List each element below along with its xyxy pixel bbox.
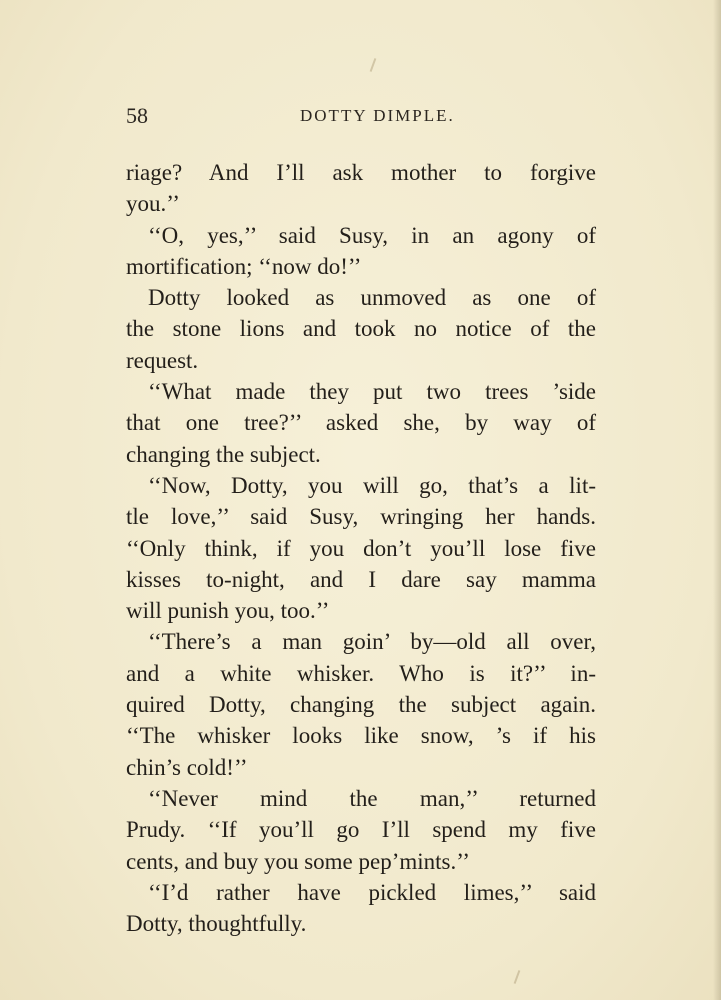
- page-number: 58: [126, 103, 148, 128]
- text-line: and a white whisker. Who is it?’’ in-: [126, 660, 596, 686]
- text-line: the stone lions and took no notice of the: [126, 316, 596, 342]
- text-line: ‘‘Never mind the man,’’ returned: [148, 785, 596, 811]
- body-text: [126, 157, 596, 939]
- text-line: will punish you, too.’’: [126, 598, 330, 624]
- text-line: kisses to-night, and I dare say mamma: [126, 566, 596, 592]
- text-line: riage? And I’ll ask mother to forgive: [126, 160, 596, 185]
- text-line: that one tree?’’ asked she, by way of: [126, 410, 596, 436]
- text-line: cents, and buy you some pep’mints.’’: [126, 848, 470, 874]
- text-line: ‘‘Now, Dotty, you will go, that’s a lit-: [148, 472, 596, 498]
- running-title: DOTTY DIMPLE.: [300, 106, 455, 125]
- text-line: ‘‘I’d rather have pickled limes,’’ said: [148, 879, 596, 905]
- text-line: ‘‘There’s a man goin’ by—old all over,: [148, 629, 596, 655]
- running-head: [126, 103, 596, 133]
- text-line: Prudy. ‘‘If you’ll go I’ll spend my five: [126, 817, 596, 843]
- text-line: tle love,’’ said Susy, wringing her hands.: [126, 504, 596, 530]
- paper-speck: [514, 970, 521, 984]
- text-line: quired Dotty, changing the subject again.: [126, 692, 596, 718]
- text-line: you.’’: [126, 191, 180, 217]
- text-line: ‘‘Only think, if you don’t you’ll lose five: [126, 535, 596, 561]
- page-edge-shadow: [713, 0, 721, 1000]
- text-line: ‘‘The whisker looks like snow, ’s if his: [126, 723, 596, 749]
- text-line: ‘‘O, yes,’’ said Susy, in an agony of: [148, 222, 596, 248]
- text-line: chin’s cold!’’: [126, 754, 248, 780]
- text-line: request.: [126, 347, 199, 373]
- text-line: mortification; ‘‘now do!’’: [126, 253, 362, 279]
- text-line: Dotty, thoughtfully.: [126, 911, 307, 937]
- text-line: changing the subject.: [126, 441, 321, 467]
- paper-speck: [370, 58, 377, 72]
- text-line: ‘‘What made they put two trees ’side: [148, 379, 596, 405]
- text-line: Dotty looked as unmoved as one of: [148, 285, 596, 311]
